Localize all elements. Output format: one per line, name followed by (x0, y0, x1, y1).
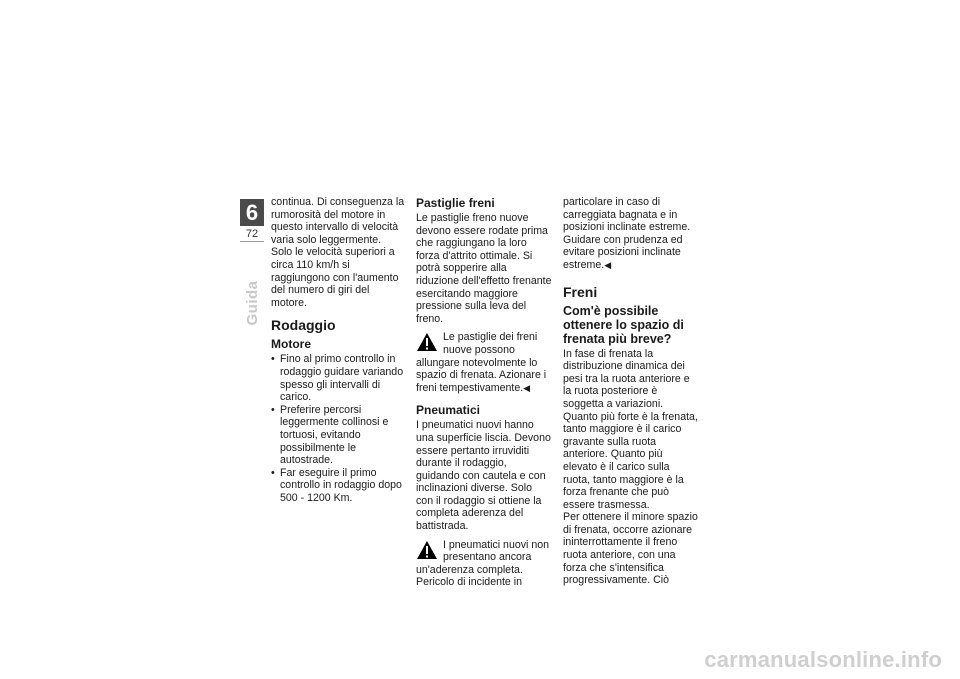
list-item: • Fino al primo controllo in rodaggio guidare variando spesso gli intervalli di carico. (271, 353, 406, 403)
continued-paragraph-2-text: Guidare con prudenza ed evitare posizioni inclinate estreme. (563, 233, 683, 271)
list-item: • Preferire percorsi leggermente collinosi e tortuosi, evitando possibilmente le autostrade. (271, 404, 406, 467)
heading-rodaggio: Rodaggio (271, 317, 336, 334)
section-side-label: Guida (244, 280, 261, 326)
warning-pads (416, 331, 552, 394)
heading-pastiglie-freni: Pastiglie freni (416, 196, 495, 210)
warning-tyres-text: I pneumatici nuovi non presentano ancora un'aderenza completa. Pericolo di incidente in (416, 538, 550, 589)
braking-paragraph-1: In fase di frenata la distribuzione dinamica dei pesi tra la ruota anteriore e la ruota posteriore è soggetta a variazioni. Quanto più forte è la frenata, tanto maggiore è il carico gravante sulla ruota anteriore. Quanto più elevato è il carico sulla ruota, tanto maggiore è la forza frenante che può essere trasmessa. (563, 347, 698, 511)
pads-paragraph: Le pastiglie freno nuove devono essere rodate prima che raggiungano la loro forza d'attrito ottimale. Si potrà sopperire alla riduzione dell'effetto frenante esercitando maggiore pressione sulla leva del freno. (416, 212, 552, 325)
tab-divider (240, 241, 264, 242)
end-mark-icon: ◀ (523, 382, 531, 393)
warning-triangle-icon (416, 540, 438, 560)
intro-paragraph-2: Solo le velocità superiori a circa 110 km/h si raggiungono con l'aumento del numero di giri del motore. (271, 246, 399, 309)
continued-paragraph: particolare in caso di carreggiata bagnata e in posizioni inclinate estreme. (563, 196, 691, 234)
column-2 (416, 196, 552, 589)
watermark: carmanualsonline.info (704, 647, 942, 672)
tyres-paragraph: I pneumatici nuovi hanno una superficie liscia. Devono essere pertanto irruviditi durante il rodaggio, guidando con cautela e con inclinazioni diverse. Solo con il rodaggio si ottiene la completa aderenza del battistrada. (416, 419, 551, 533)
warning-tyres (416, 539, 552, 589)
end-mark-icon: ◀ (604, 259, 612, 270)
column-1 (271, 196, 406, 504)
list-item: • Far eseguire il primo controllo in rodaggio dopo 500 - 1200 Km. (271, 467, 406, 505)
running-in-list (271, 353, 406, 504)
continued-paragraph-2 (563, 234, 699, 272)
subheading-motore: Motore (271, 337, 311, 352)
column-3 (563, 196, 699, 587)
heading-question: Com'è possibile ottenere lo spazio di frenata più breve? (563, 303, 684, 346)
intro-paragraph: continua. Di conseguenza la rumorosità del motore in questo intervallo di velocità varia solo leggermente. (271, 196, 405, 246)
warning-pads-text: Le pastiglie dei freni nuove possono allungare notevolmente lo spazio di frenata. Azionare i freni tempestivamente. (416, 331, 547, 394)
heading-pneumatici: Pneumatici (416, 403, 481, 418)
heading-freni: Freni (563, 283, 598, 300)
warning-triangle-icon (416, 332, 438, 352)
braking-paragraph-2: Per ottenere il minore spazio di frenata, occorre azionare ininterrottamente il freno ruota anteriore, con una forza che s'intensifica progressivamente. Ciò (563, 511, 698, 587)
chapter-number-tab: 6 (240, 199, 264, 226)
page-number: 72 (245, 228, 259, 240)
